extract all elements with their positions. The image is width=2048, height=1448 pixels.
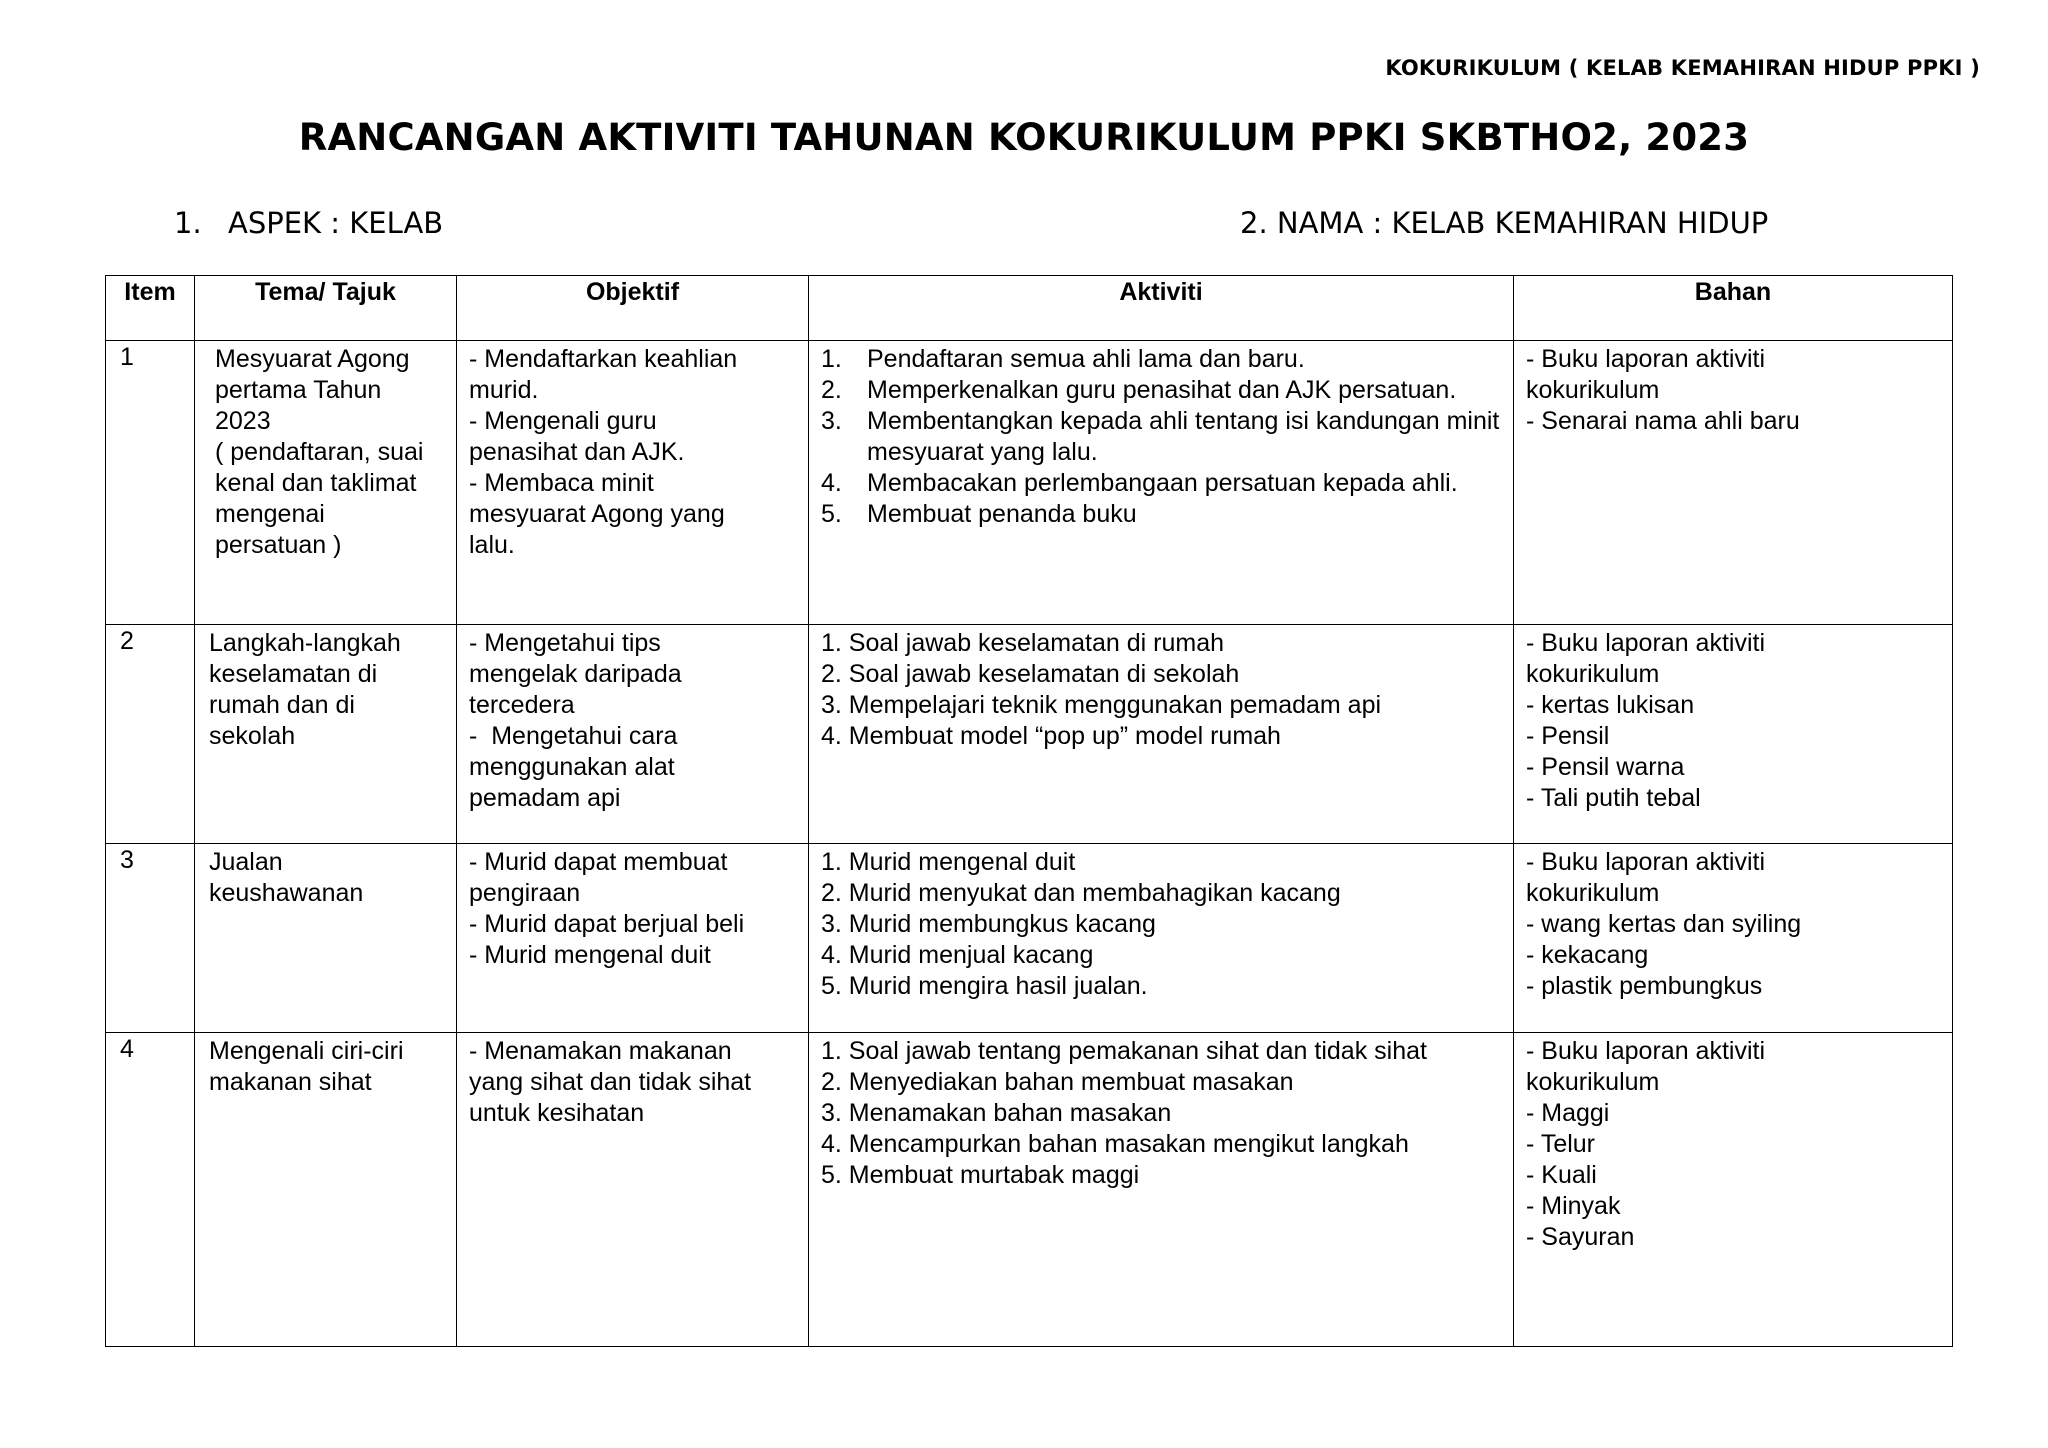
header-objektif: Objektif — [457, 276, 809, 341]
item-number: 3 — [106, 844, 195, 1033]
aktiviti-cell — [809, 341, 1514, 625]
header-top-right: KOKURIKULUM ( KELAB KEMAHIRAN HIDUP PPKI ) — [1385, 56, 1980, 80]
aktiviti-line: 4. Murid menjual kacang — [821, 941, 1094, 969]
objektif-line: - Murid dapat berjual beli — [469, 910, 745, 938]
bahan-line: kokurikulum — [1526, 660, 1660, 688]
aspek-line — [174, 206, 443, 240]
tema-line: persatuan ) — [215, 531, 342, 559]
aktiviti-cell — [809, 1033, 1514, 1347]
objektif-line: untuk kesihatan — [469, 1099, 645, 1127]
bahan-cell — [1514, 1033, 1953, 1347]
objektif-line: - Mendaftarkan keahlian — [469, 345, 738, 373]
aktiviti-list-item — [821, 406, 1505, 468]
tema-line: pertama Tahun — [215, 376, 382, 404]
tema-line: makanan sihat — [209, 1068, 372, 1096]
tema-cell — [195, 844, 457, 1033]
bahan-cell — [1514, 844, 1953, 1033]
aktiviti-line: 1. Murid mengenal duit — [821, 848, 1076, 876]
aktiviti-number: 5. — [821, 500, 842, 528]
bahan-line: - Maggi — [1526, 1099, 1610, 1127]
aktiviti-list-item — [821, 499, 1505, 530]
tema-line: Mesyuarat Agong — [215, 345, 410, 373]
tema-line: 2023 — [215, 407, 271, 435]
item-number: 1 — [106, 341, 195, 625]
tema-line: rumah dan di — [209, 691, 355, 719]
bahan-line: - Pensil warna — [1526, 753, 1685, 781]
tema-line: Langkah-langkah — [209, 629, 401, 657]
objektif-line: tercedera — [469, 691, 575, 719]
table-row — [106, 1033, 1953, 1347]
aktiviti-text: Memperkenalkan guru penasihat dan AJK persatuan. — [867, 376, 1457, 404]
bahan-line: - Buku laporan aktiviti — [1526, 1037, 1766, 1065]
aktiviti-text: Membentangkan kepada ahli tentang isi kandungan minit mesyuarat yang lalu. — [867, 407, 1500, 466]
objektif-cell — [457, 844, 809, 1033]
bahan-line: - Senarai nama ahli baru — [1526, 407, 1800, 435]
objektif-cell — [457, 341, 809, 625]
table-row — [106, 625, 1953, 844]
bahan-cell — [1514, 341, 1953, 625]
header-tema: Tema/ Tajuk — [195, 276, 457, 341]
aktiviti-text: Membacakan perlembangaan persatuan kepada ahli. — [867, 469, 1458, 497]
aktiviti-line: 5. Membuat murtabak maggi — [821, 1161, 1140, 1189]
aktiviti-line: 4. Mencampurkan bahan masakan mengikut langkah — [821, 1130, 1409, 1158]
aktiviti-line: 5. Murid mengira hasil jualan. — [821, 972, 1148, 1000]
objektif-line: - Membaca minit — [469, 469, 654, 497]
objektif-line: menggunakan alat — [469, 753, 675, 781]
objektif-line: mengelak daripada — [469, 660, 682, 688]
tema-line: mengenai — [215, 500, 325, 528]
bahan-line: - Pensil — [1526, 722, 1610, 750]
bahan-line: - Buku laporan aktiviti — [1526, 848, 1766, 876]
table-row — [106, 341, 1953, 625]
bahan-line: - Buku laporan aktiviti — [1526, 629, 1766, 657]
bahan-line: - kekacang — [1526, 941, 1649, 969]
aktiviti-cell — [809, 625, 1514, 844]
bahan-line: - kertas lukisan — [1526, 691, 1695, 719]
bahan-line: kokurikulum — [1526, 376, 1660, 404]
activity-plan-table — [105, 275, 1953, 1347]
bahan-line: kokurikulum — [1526, 1068, 1660, 1096]
aktiviti-line: 3. Menamakan bahan masakan — [821, 1099, 1172, 1127]
item-number: 2 — [106, 625, 195, 844]
table-header-row — [106, 276, 1953, 341]
bahan-line: - Buku laporan aktiviti — [1526, 345, 1766, 373]
aspek-number: 1. — [174, 206, 202, 240]
aktiviti-line: 3. Murid membungkus kacang — [821, 910, 1156, 938]
aktiviti-line: 3. Mempelajari teknik menggunakan pemadam api — [821, 691, 1382, 719]
table-row — [106, 844, 1953, 1033]
tema-cell — [195, 1033, 457, 1347]
objektif-line: - Mengenali guru — [469, 407, 657, 435]
nama-line: 2. NAMA : KELAB KEMAHIRAN HIDUP — [1240, 206, 1769, 240]
objektif-line: - Mengetahui tips — [469, 629, 661, 657]
objektif-cell — [457, 1033, 809, 1347]
aktiviti-line: 1. Soal jawab keselamatan di rumah — [821, 629, 1225, 657]
aktiviti-line: 2. Soal jawab keselamatan di sekolah — [821, 660, 1240, 688]
bahan-line: - Kuali — [1526, 1161, 1597, 1189]
objektif-line: - Murid mengenal duit — [469, 941, 711, 969]
item-number: 4 — [106, 1033, 195, 1347]
tema-line: kenal dan taklimat — [215, 469, 417, 497]
objektif-line: murid. — [469, 376, 539, 404]
aktiviti-list-item — [821, 375, 1505, 406]
objektif-line: - Menamakan makanan — [469, 1037, 732, 1065]
aktiviti-cell — [809, 844, 1514, 1033]
tema-cell — [195, 625, 457, 844]
aktiviti-number: 3. — [821, 407, 842, 435]
bahan-line: - Sayuran — [1526, 1223, 1635, 1251]
bahan-cell — [1514, 625, 1953, 844]
bahan-line: kokurikulum — [1526, 879, 1660, 907]
tema-line: keselamatan di — [209, 660, 378, 688]
objektif-line: pengiraan — [469, 879, 581, 907]
objektif-line: pemadam api — [469, 784, 621, 812]
bahan-line: - Tali putih tebal — [1526, 784, 1701, 812]
bahan-line: - wang kertas dan syiling — [1526, 910, 1802, 938]
header-aktiviti: Aktiviti — [809, 276, 1514, 341]
objektif-cell — [457, 625, 809, 844]
header-item: Item — [106, 276, 195, 341]
aktiviti-number: 4. — [821, 469, 842, 497]
tema-line: Jualan — [209, 848, 283, 876]
aktiviti-line: 4. Membuat model “pop up” model rumah — [821, 722, 1281, 750]
aktiviti-number: 2. — [821, 376, 842, 404]
tema-cell — [195, 341, 457, 625]
tema-line: ( pendaftaran, suai — [215, 438, 424, 466]
bahan-line: - Telur — [1526, 1130, 1596, 1158]
aspek-text: ASPEK : KELAB — [228, 206, 444, 240]
aktiviti-line: 1. Soal jawab tentang pemakanan sihat dan tidak sihat — [821, 1037, 1427, 1065]
tema-line: Mengenali ciri-ciri — [209, 1037, 404, 1065]
bahan-line: - Minyak — [1526, 1192, 1621, 1220]
objektif-line: lalu. — [469, 531, 515, 559]
objektif-line: - Mengetahui cara — [469, 722, 678, 750]
header-bahan: Bahan — [1514, 276, 1953, 341]
aktiviti-text: Membuat penanda buku — [867, 500, 1137, 528]
objektif-line: - Murid dapat membuat — [469, 848, 728, 876]
objektif-line: yang sihat dan tidak sihat — [469, 1068, 752, 1096]
objektif-line: mesyuarat Agong yang — [469, 500, 725, 528]
aktiviti-line: 2. Menyediakan bahan membuat masakan — [821, 1068, 1294, 1096]
objektif-line: penasihat dan AJK. — [469, 438, 685, 466]
aktiviti-list-item — [821, 344, 1505, 375]
bahan-line: - plastik pembungkus — [1526, 972, 1763, 1000]
tema-line: sekolah — [209, 722, 296, 750]
aktiviti-number: 1. — [821, 345, 842, 373]
page-title: RANCANGAN AKTIVITI TAHUNAN KOKURIKULUM PPKI SKBTHO2, 2023 — [298, 116, 1750, 159]
aktiviti-line: 2. Murid menyukat dan membahagikan kacang — [821, 879, 1341, 907]
aktiviti-list-item — [821, 468, 1505, 499]
tema-line: keushawanan — [209, 879, 364, 907]
aktiviti-text: Pendaftaran semua ahli lama dan baru. — [867, 345, 1305, 373]
